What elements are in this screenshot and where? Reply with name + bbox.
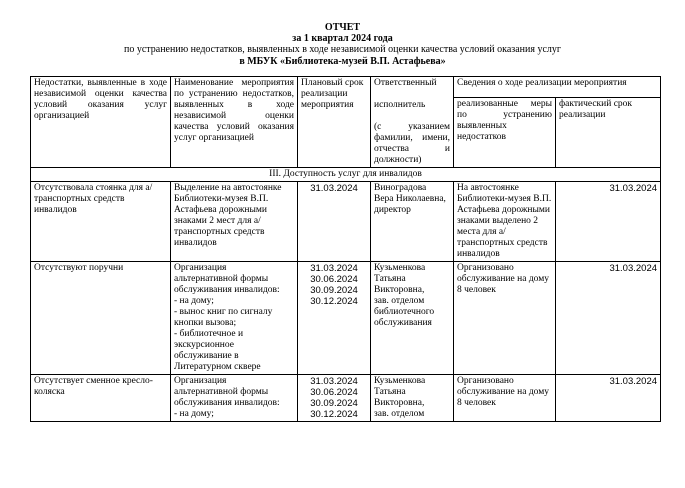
- row-actual-date: 31.03.2024: [556, 375, 661, 422]
- header-implemented-measures: реализованные меры по устранению выявленных недостатков: [454, 97, 556, 167]
- row-measure: [171, 262, 298, 375]
- measure-line: обслуживания инвалидов:: [174, 285, 280, 295]
- responsible-line: обслуживания: [374, 318, 432, 328]
- report-period: за 1 квартал 2024 года: [292, 33, 393, 44]
- row-measure: Выделение на автостоянке Библиотеки-музея В.П. Астафьева дорожными знаками 2 мест для а/транспортных средств инвалидов: [171, 182, 298, 262]
- responsible-line: директор: [374, 205, 411, 215]
- measure-line: - библиотечное и: [174, 329, 244, 339]
- measure-line: Организация: [174, 263, 227, 273]
- responsible-line: библиотечного: [374, 307, 435, 317]
- measure-line: кнопки вызова;: [174, 318, 237, 328]
- responsible-line: Татьяна: [374, 274, 406, 284]
- header-responsible-note: (с указанием фамилии, имени, отчества и должности): [374, 122, 450, 165]
- measure-line: экскурсионное: [174, 340, 234, 350]
- header-deficiencies: Недостатки, выявленные в ходе независимой оценки качества условий оказания услуг организацией: [31, 77, 171, 168]
- responsible-line: Вера Николаевна,: [374, 194, 446, 204]
- row-actual-date: 31.03.2024: [556, 262, 661, 375]
- measure-line: - на дому;: [174, 296, 214, 306]
- row-deficiency: Отсутствуют поручни: [31, 262, 171, 375]
- section-title: III. Доступность услуг для инвалидов: [31, 168, 661, 182]
- report-title: ОТЧЕТ: [324, 22, 361, 33]
- measure-line: обслуживание в: [174, 351, 239, 361]
- row-deficiency: Отсутствовала стоянка для а/транспортных средств инвалидов: [31, 182, 171, 262]
- measure-line: альтернативной формы: [174, 274, 269, 284]
- section-row: [31, 168, 661, 182]
- measure-line: обслуживания инвалидов:: [174, 398, 280, 408]
- responsible-line: Виноградова: [374, 183, 427, 193]
- header-responsible-title: Ответственный: [374, 78, 437, 88]
- measure-line: Литературном сквере: [174, 362, 261, 372]
- measure-line: альтернативной формы: [174, 387, 269, 397]
- planned-date: 31.03.2024: [310, 263, 358, 274]
- report-organization: в МБУК «Библиотека-музей В.П. Астафьева»: [239, 56, 446, 67]
- responsible-line: Викторовна,: [374, 285, 425, 295]
- responsible-line: Татьяна: [374, 387, 406, 397]
- row-planned-dates: [298, 262, 371, 375]
- header-row: [31, 77, 661, 98]
- measure-line: - вынос книг по сигналу: [174, 307, 273, 317]
- row-implemented: На автостоянке Библиотеки-музея В.П. Астафьева дорожными знаками выделено 2 места для а/транспортных средств инвалидов: [454, 182, 556, 262]
- row-deficiency: Отсутствует сменное кресло-коляска: [31, 375, 171, 422]
- planned-date: 30.12.2024: [310, 409, 358, 420]
- report-table: [30, 76, 661, 422]
- header-responsible: [371, 77, 454, 168]
- table-row: [31, 262, 661, 375]
- row-implemented: Организовано обслуживание на дому 8 человек: [454, 262, 556, 375]
- row-planned-date: 31.03.2024: [298, 182, 371, 262]
- row-responsible: [371, 182, 454, 262]
- measure-line: Организация: [174, 376, 227, 386]
- row-responsible: [371, 262, 454, 375]
- row-planned-dates: [298, 375, 371, 422]
- header-responsible-subtitle: исполнитель: [374, 100, 426, 110]
- row-measure: [171, 375, 298, 422]
- measure-line: - на дому;: [174, 409, 214, 419]
- responsible-line: Кузьменкова: [374, 376, 426, 386]
- row-actual-date: 31.03.2024: [556, 182, 661, 262]
- report-subject: по устранению недостатков, выявленных в ходе независимой оценки качества условий оказания услуг: [123, 44, 561, 55]
- responsible-line: зав. отделом: [374, 409, 425, 419]
- planned-date: 31.03.2024: [310, 376, 358, 387]
- header-actual-date: фактический срок реализации: [556, 97, 661, 167]
- row-implemented: Организовано обслуживание на дому 8 человек: [454, 375, 556, 422]
- responsible-line: зав. отделом: [374, 296, 425, 306]
- responsible-line: Викторовна,: [374, 398, 425, 408]
- table-row: [31, 182, 661, 262]
- planned-date: 30.09.2024: [310, 285, 358, 296]
- planned-date: 30.09.2024: [310, 398, 358, 409]
- header-progress: Сведения о ходе реализации мероприятия: [454, 77, 661, 98]
- header-planned-date: Плановый срок реализации мероприятия: [298, 77, 371, 168]
- header-measure: Наименование мероприятия по устранению недостатков, выявленных в ходе независимой оценки качества условий оказания услуг организацией: [171, 77, 298, 168]
- planned-date: 30.12.2024: [310, 296, 358, 307]
- table-row: [31, 375, 661, 422]
- responsible-line: Кузьменкова: [374, 263, 426, 273]
- planned-date: 30.06.2024: [310, 274, 358, 285]
- row-responsible: [371, 375, 454, 422]
- planned-date: 30.06.2024: [310, 387, 358, 398]
